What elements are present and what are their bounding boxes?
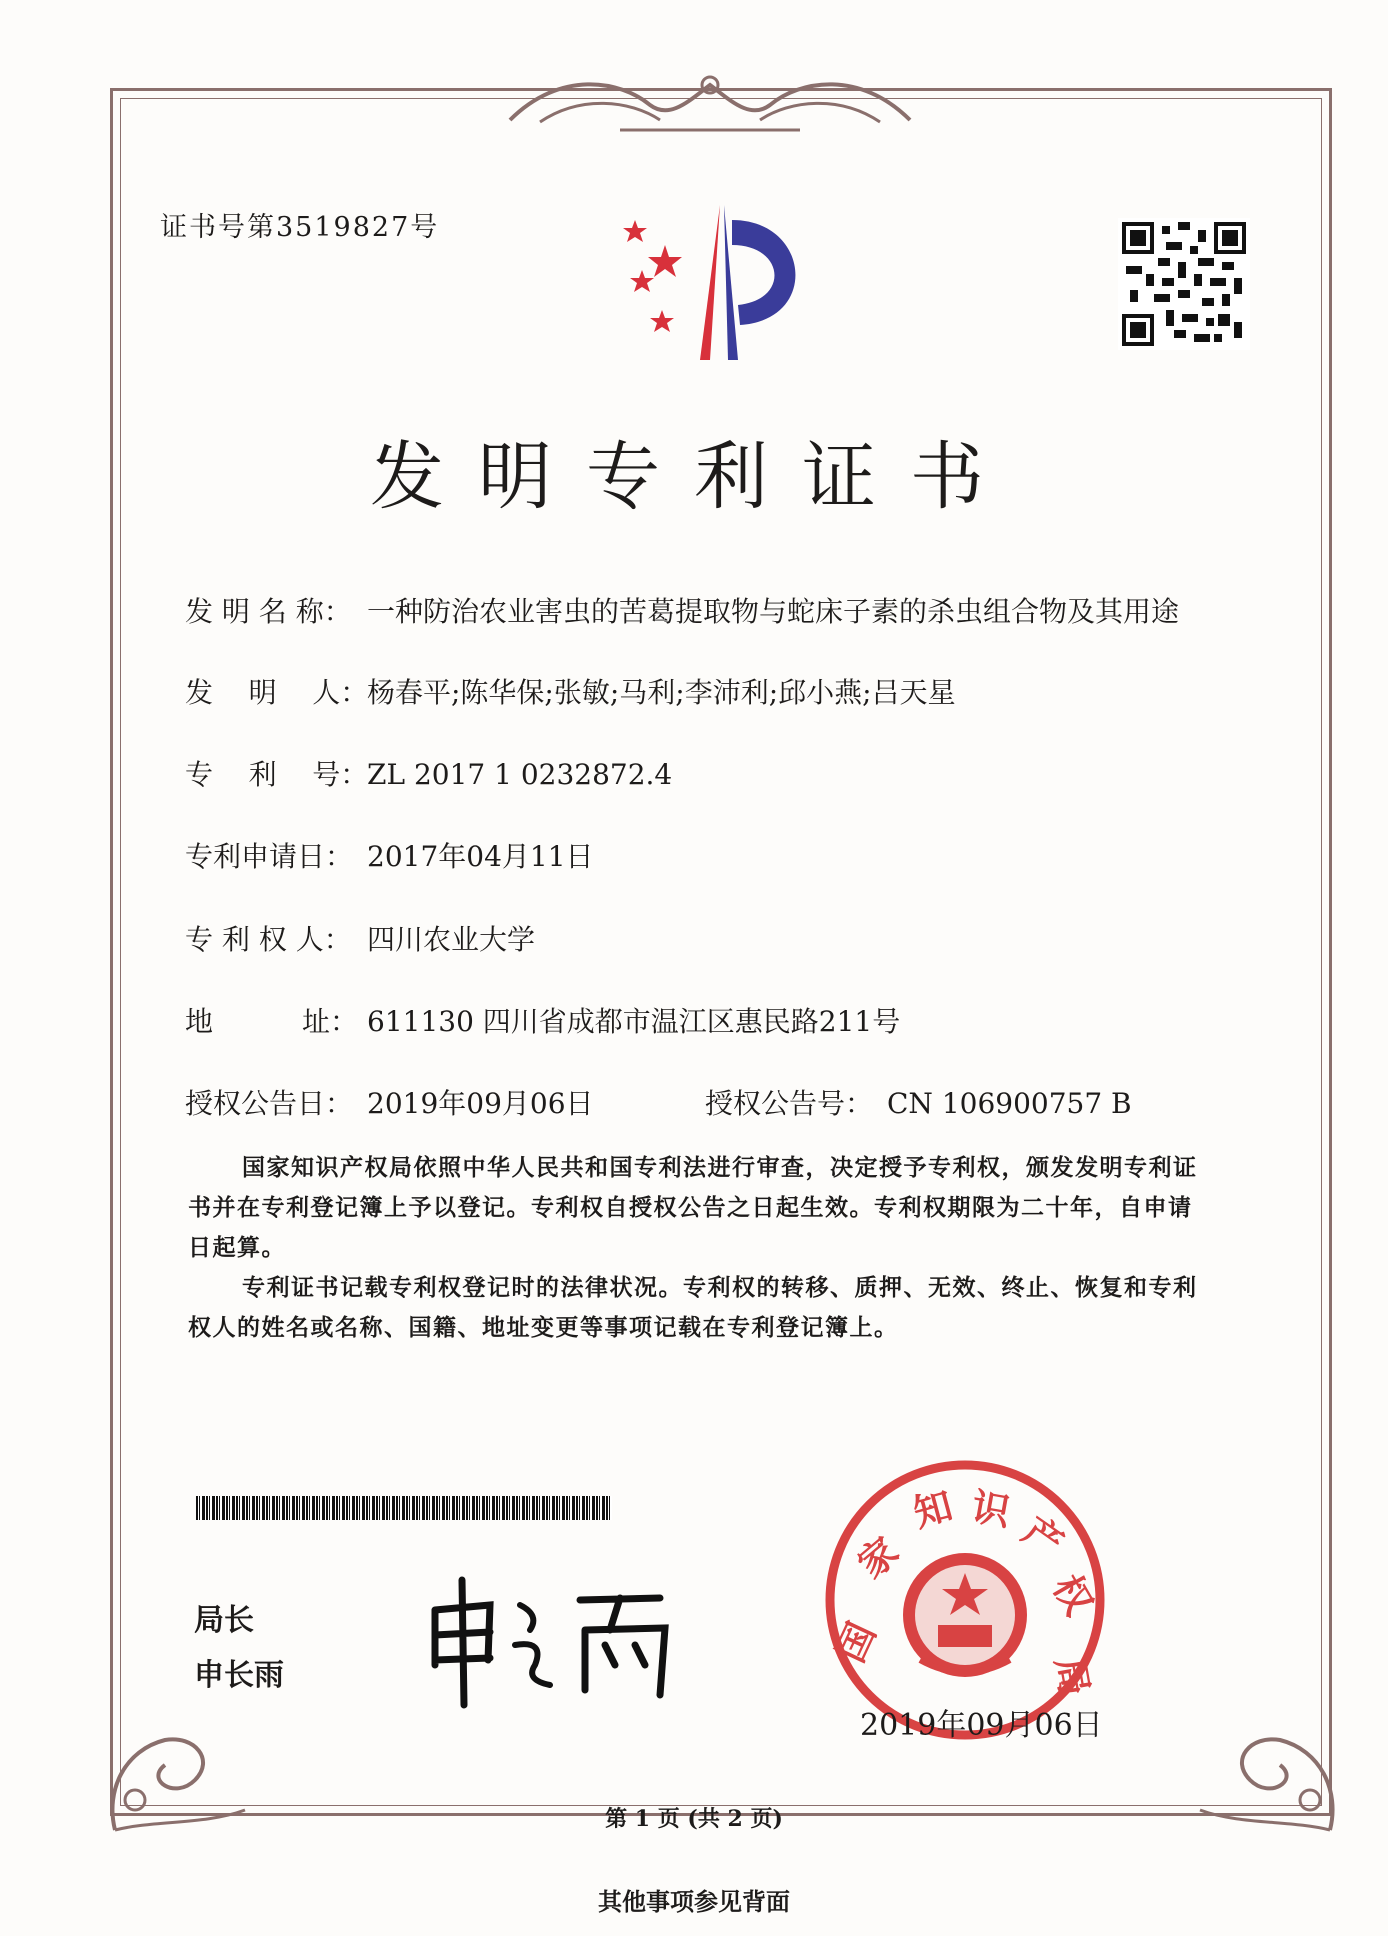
field-value: 2017年04月11日 xyxy=(367,840,594,873)
barcode-image xyxy=(196,1496,612,1520)
footer-note: 其他事项参见背面 xyxy=(598,1887,790,1916)
svg-text:权: 权 xyxy=(1044,1567,1102,1623)
legal-paragraph-2: 专利证书记载专利权登记时的法律状况。专利权的转移、质押、无效、终止、恢复和专利权人的姓名或名称、国籍、地址变更等事项记载在专利登记簿上。 xyxy=(188,1275,1198,1341)
field-label: 专 利 权 人： xyxy=(185,923,352,956)
field-label: 专 利 号： xyxy=(185,758,369,791)
field-value: 四川农业大学 xyxy=(367,923,536,956)
svg-text:国: 国 xyxy=(828,1615,885,1669)
svg-text:知: 知 xyxy=(908,1483,958,1536)
field-value: 611130 四川省成都市温江区惠民路211号 xyxy=(367,1005,901,1038)
field-label: 专利申请日： xyxy=(185,840,354,873)
field-address xyxy=(185,1000,900,1040)
field-label: 发 明 人： xyxy=(185,676,369,709)
field-value: CN 106900757 B xyxy=(887,1087,1132,1120)
director-name: 申长雨 xyxy=(194,1658,284,1693)
seal-date: 2019年09月06日 xyxy=(860,1708,1103,1743)
field-filing-date xyxy=(185,835,594,875)
certificate-number: 证书号第3519827号 xyxy=(160,212,440,243)
field-value: 2019年09月06日 xyxy=(367,1087,594,1120)
field-label: 地 址： xyxy=(185,1005,359,1038)
top-ornament xyxy=(500,60,920,140)
svg-text:产: 产 xyxy=(1014,1508,1072,1567)
director-signature xyxy=(420,1570,720,1710)
svg-text:识: 识 xyxy=(968,1484,1014,1535)
field-patentee xyxy=(185,918,535,958)
qr-code-image xyxy=(1118,218,1250,350)
legal-paragraph-1: 国家知识产权局依照中华人民共和国专利法进行审查，决定授予专利权，颁发发明专利证书并在专利登记簿上予以登记。专利权自授权公告之日起生效。专利权期限为二十年，自申请日起算。 xyxy=(188,1155,1198,1261)
field-label: 发 明 名 称： xyxy=(185,595,352,628)
field-grant-date xyxy=(185,1082,594,1122)
field-value: 杨春平;陈华保;张敏;马利;李沛利;邱小燕;吕天星 xyxy=(367,676,956,709)
svg-text:局: 局 xyxy=(1047,1653,1098,1700)
page-number: 第 1 页 (共 2 页) xyxy=(605,1806,783,1832)
svg-text:家: 家 xyxy=(849,1528,907,1587)
certificate-title: 发明专利证书 xyxy=(370,434,1018,520)
field-label: 授权公告日： xyxy=(185,1087,354,1120)
field-patent-number xyxy=(185,753,672,793)
field-value: 一种防治农业害虫的苦葛提取物与蛇床子素的杀虫组合物及其用途 xyxy=(367,595,1180,628)
field-label: 授权公告号： xyxy=(705,1087,874,1120)
field-invention-name xyxy=(185,590,1179,630)
field-announcement-number xyxy=(705,1082,1132,1122)
field-value: ZL 2017 1 0232872.4 xyxy=(367,758,673,791)
cnipa-logo xyxy=(610,200,820,370)
director-title: 局长 xyxy=(194,1603,254,1638)
field-inventors xyxy=(185,671,956,711)
